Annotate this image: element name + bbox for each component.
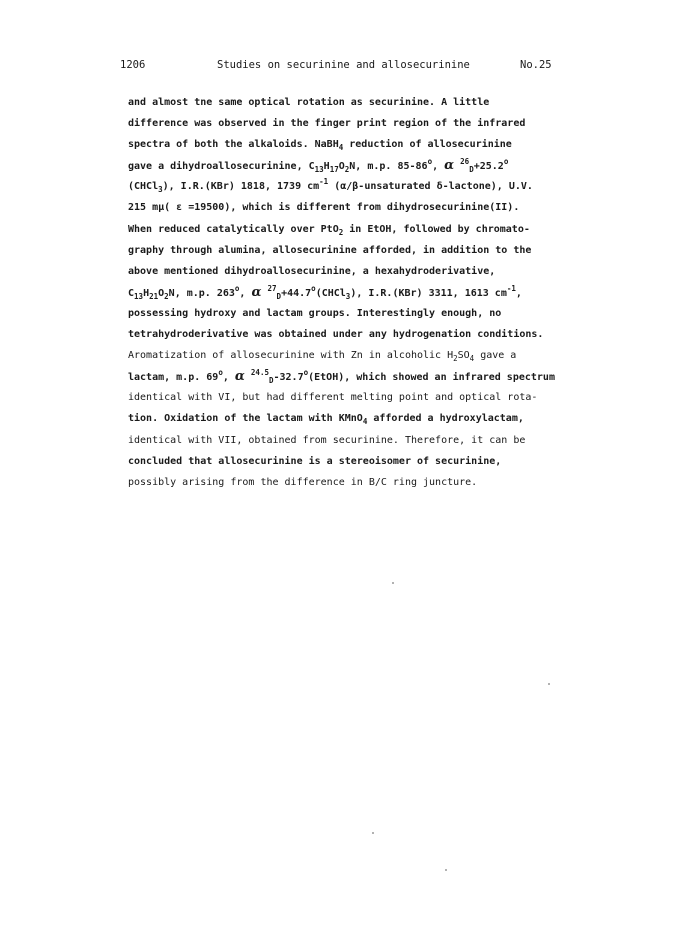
text-line-10: $C_{13}H_{21}O_2N$, m.p. 263$^o$, α $^{27}_D+44.7^o(CHCl_3)$, I.R.(KBr) 3311, 1613 $cm^{-1}$,: [128, 283, 522, 301]
text-line-9: above mentioned dihydroallosecurinine, a hexahydroderivative,: [128, 265, 496, 277]
scan-speck: [445, 869, 447, 871]
scan-speck: [548, 683, 550, 685]
text-line-5: (CHCl$_3$), I.R.(KBr) 1818, 1739 $cm^{-1}$ (α/β-unsaturated δ-lactone), U.V.: [128, 177, 533, 195]
text-line-16: tion. Oxidation of the lactam with KMnO$_4$ afforded a hydroxylactam,: [128, 413, 524, 427]
text-line-17: identical with VII, obtained from securinine. Therefore, it can be: [128, 434, 526, 446]
running-title: Studies on securinine and allosecurinine: [217, 59, 470, 71]
text-line-1: and almost tne same optical rotation as securinine. A little: [128, 97, 490, 108]
scan-speck: [372, 832, 374, 834]
text-line-15: identical with VI, but had different melting point and optical rota-: [128, 392, 538, 404]
text-line-6: 215 mμ( ε =19500), which is different from dihydrosecurinine(II).: [128, 202, 520, 214]
alpha-symbol: α: [251, 284, 262, 300]
body-paragraph: [128, 92, 568, 493]
text-line-8: graphy through alumina, allosecurinine afforded, in addition to the: [128, 244, 532, 256]
issue-number: No.25: [520, 59, 552, 71]
text-line-7: When reduced catalytically over PtO$_2$ in EtOH, followed by chromato-: [128, 223, 530, 237]
text-line-3: spectra of both the alkaloids. NaBH$_4$ reduction of allosecurinine: [128, 139, 512, 153]
page-header: [0, 59, 680, 75]
text-line-4: gave a dihydroallosecurinine, $C_{13}H_{17}O_2N$, m.p. 85-86$^o$, α $^{26}_D+25.2^o$: [128, 157, 509, 175]
text-line-18: concluded that allosecurinine is a stereoisomer of securinine,: [128, 455, 502, 467]
page-number: 1206: [120, 59, 146, 71]
text-line-11: possessing hydroxy and lactam groups. Interestingly enough, no: [128, 307, 502, 319]
text-line-19: possibly arising from the difference in B/C ring juncture.: [128, 476, 478, 488]
text-line-14: lactam, m.p. 69$^o$, α $^{24.5}_D-32.7^o(EtOH)$, which showed an infrared spectrum: [128, 368, 555, 386]
alpha-symbol: α: [444, 158, 455, 174]
alpha-symbol: α: [234, 369, 245, 385]
text-line-2: difference was observed in the finger print region of the infrared: [128, 118, 526, 130]
text-line-13: Aromatization of allosecurinine with Zn in alcoholic $H_2SO_4$ gave a: [128, 350, 517, 364]
text-line-12: tetrahydroderivative was obtained under any hydrogenation conditions.: [128, 329, 544, 341]
scan-speck: [392, 582, 394, 584]
